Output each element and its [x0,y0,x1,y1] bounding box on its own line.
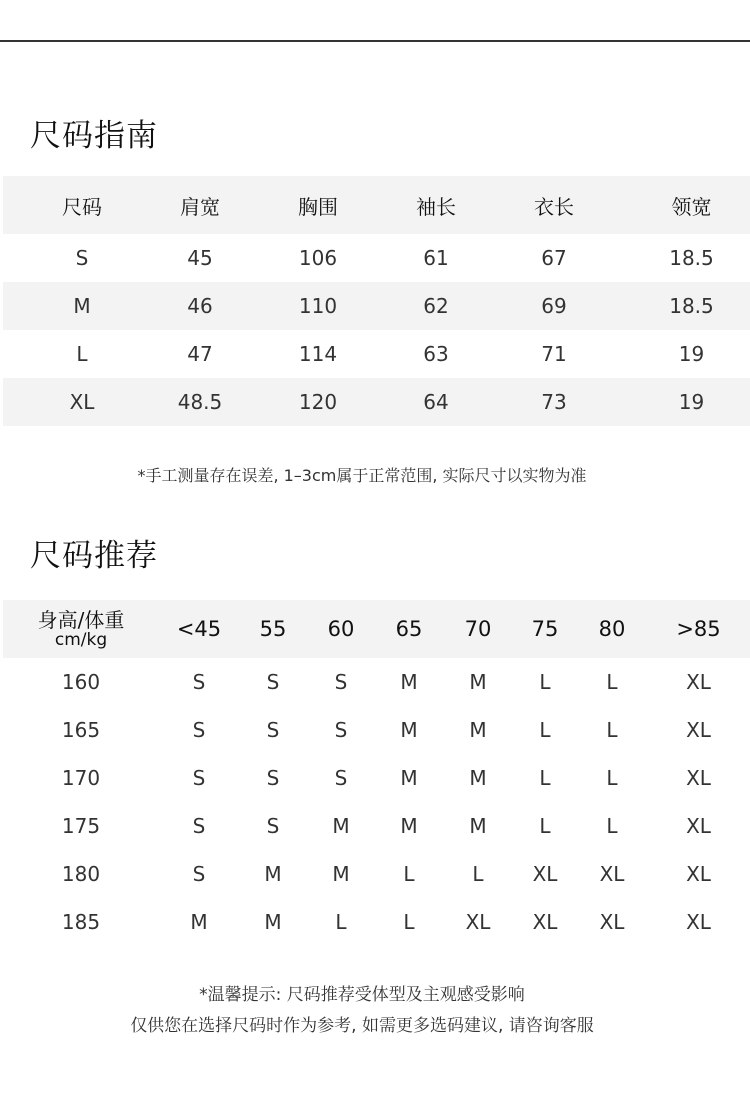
size-guide-cell: 69 [541,294,567,318]
size-cell: S [192,766,206,790]
size-cell: XL [532,862,558,886]
size-guide-cell: L [76,342,88,366]
size-guide-header-row [3,176,750,234]
size-cell: XL [686,814,711,838]
size-guide-cell: 46 [187,294,213,318]
size-cell: M [332,862,350,886]
size-cell: L [539,766,551,790]
size-guide-table [3,176,750,426]
size-guide-header: 袖长 [416,194,456,219]
size-guide-cell: 19 [678,390,705,414]
size-cell: S [192,670,206,694]
weight-header: >85 [676,617,721,641]
size-guide-cell: 61 [423,246,449,270]
recommendation-disclaimer: 仅供您在选择尺码时作为参考, 如需更多选码建议, 请咨询客服 [130,1016,594,1036]
size-cell: S [334,670,348,694]
size-cell: L [606,814,618,838]
size-cell: M [332,814,350,838]
size-guide-cell: 73 [541,390,567,414]
size-guide-title: 尺码指南 [30,118,158,154]
top-divider [0,40,750,42]
recommendation-tip: *温馨提示: 尺码推荐受体型及主观感受影响 [199,985,525,1005]
size-guide-cell: 110 [298,294,338,318]
size-recommendation-table [3,600,750,946]
size-cell: S [266,670,280,694]
size-cell: M [400,766,418,790]
size-recommendation-title: 尺码推荐 [30,538,158,574]
size-cell: M [469,814,487,838]
size-cell: S [192,718,206,742]
size-cell: S [266,766,280,790]
size-cell: XL [686,862,711,886]
size-cell: S [266,718,280,742]
size-guide-cell: 71 [541,342,567,366]
height-cell: 160 [61,670,101,694]
size-guide-cell: 45 [187,246,213,270]
weight-header: 75 [531,617,559,641]
size-cell: M [264,910,282,934]
size-guide-cell: 63 [423,342,449,366]
size-guide-header: 肩宽 [180,194,220,219]
size-guide-cell: 19 [678,342,705,366]
weight-header: 60 [327,617,355,641]
size-guide-row [3,378,750,426]
size-cell: M [469,718,487,742]
size-guide-row [3,234,750,282]
size-cell: L [472,862,484,886]
recommendation-row [3,754,750,802]
weight-header: 80 [598,617,626,641]
size-guide-header: 衣长 [534,194,574,219]
size-cell: M [400,718,418,742]
size-guide-cell: 18.5 [669,246,714,270]
size-guide-cell: 120 [298,390,338,414]
height-weight-unit: cm/kg [54,629,108,650]
measurement-note: *手工测量存在误差, 1–3cm属于正常范围, 实际尺寸以实物为准 [137,466,587,485]
size-guide-header: 胸围 [298,194,338,219]
recommendation-header-row [3,600,750,658]
height-cell: 170 [61,766,101,790]
size-cell: S [334,718,348,742]
size-cell: L [539,718,551,742]
recommendation-row [3,658,750,706]
size-cell: L [606,766,618,790]
size-guide-cell: 64 [423,390,449,414]
height-cell: 185 [61,910,101,934]
height-cell: 180 [61,862,101,886]
size-cell: XL [686,910,711,934]
recommendation-row [3,898,750,946]
height-weight-header [3,600,159,658]
weight-header: 55 [259,617,287,641]
size-guide-header: 领宽 [671,194,712,219]
size-cell: M [469,766,487,790]
size-cell: S [334,766,348,790]
size-cell: L [403,910,415,934]
size-guide-cell: 62 [423,294,449,318]
weight-header: 65 [395,617,423,641]
size-cell: XL [686,670,711,694]
size-cell: L [606,670,618,694]
size-cell: L [403,862,415,886]
size-guide-cell: XL [69,390,95,414]
size-guide-cell: S [75,246,89,270]
size-cell: XL [686,766,711,790]
size-guide-cell: 114 [298,342,338,366]
size-cell: XL [532,910,558,934]
size-guide-cell: 106 [298,246,338,270]
size-cell: S [192,862,206,886]
size-cell: XL [465,910,491,934]
size-cell: S [266,814,280,838]
size-guide-row [3,282,750,330]
size-cell: XL [599,862,625,886]
size-guide-cell: 18.5 [669,294,714,318]
size-cell: M [400,814,418,838]
size-guide-header: 尺码 [62,194,102,219]
height-cell: 175 [61,814,101,838]
size-cell: M [190,910,208,934]
height-cell: 165 [61,718,101,742]
recommendation-row [3,850,750,898]
size-cell: L [539,814,551,838]
weight-header: 70 [464,617,492,641]
size-cell: S [192,814,206,838]
weight-header: <45 [176,617,222,641]
size-cell: L [335,910,347,934]
size-guide-cell: 48.5 [177,390,223,414]
recommendation-row [3,706,750,754]
size-cell: XL [686,718,711,742]
size-cell: XL [599,910,625,934]
size-cell: M [469,670,487,694]
height-weight-label: 身高/体重 [37,607,125,632]
size-guide-cell: 47 [187,342,213,366]
size-cell: L [606,718,618,742]
size-cell: L [539,670,551,694]
recommendation-row [3,802,750,850]
size-guide-row [3,330,750,378]
size-cell: M [400,670,418,694]
size-cell: M [264,862,282,886]
size-guide-cell: M [73,294,91,318]
size-guide-cell: 67 [541,246,567,270]
